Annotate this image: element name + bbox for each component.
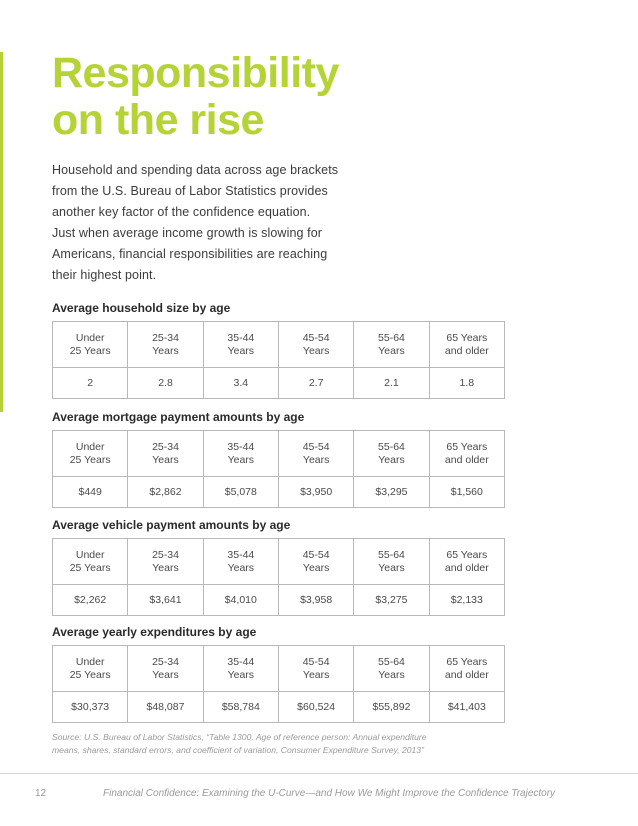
header-cell: 35-44 Years [203,646,278,692]
header-cell: 65 Years and older [429,646,504,692]
vehicle-payment-section [52,518,505,616]
header-cell: 25-34 Years [128,539,203,585]
value-cell: $2,133 [429,585,504,616]
header-cell: 65 Years and older [429,539,504,585]
header-row [53,539,505,585]
header-cell: 25-34 Years [128,431,203,477]
value-cell: $3,641 [128,585,203,616]
header-cell: 65 Years and older [429,431,504,477]
value-cell: $2,262 [53,585,128,616]
header-cell: 25-34 Years [128,322,203,368]
header-cell: 35-44 Years [203,539,278,585]
value-row [53,368,505,399]
header-cell: 45-54 Years [278,431,353,477]
vehicle-payment-table [52,538,505,616]
header-cell: 55-64 Years [354,322,429,368]
value-cell: $3,950 [278,477,353,508]
value-cell: $55,892 [354,692,429,723]
section-title: Average vehicle payment amounts by age [52,518,291,532]
value-cell: $449 [53,477,128,508]
section-title: Average household size by age [52,301,231,315]
value-cell: $41,403 [429,692,504,723]
footer-divider [0,773,638,774]
household-size-section [52,301,505,399]
header-cell: 55-64 Years [354,539,429,585]
value-row [53,477,505,508]
page-title-line-2: on the rise [52,96,264,144]
value-cell: $3,958 [278,585,353,616]
value-cell: 2 [53,368,128,399]
value-cell: 2.8 [128,368,203,399]
value-cell: 3.4 [203,368,278,399]
mortgage-payment-section [52,410,505,508]
intro-line: from the U.S. Bureau of Labor Statistics provides [52,184,328,198]
header-cell: 45-54 Years [278,646,353,692]
header-row [53,431,505,477]
value-cell: $5,078 [203,477,278,508]
footer-title: Financial Confidence: Examining the U-Curve—and How We Might Improve the Confidence Trajectory [103,788,556,799]
value-row [53,692,505,723]
header-cell: 25-34 Years [128,646,203,692]
yearly-expenditures-section [52,625,505,723]
household-size-table [52,321,505,399]
mortgage-payment-table [52,430,505,508]
intro-line: their highest point. [52,268,157,282]
header-cell: 35-44 Years [203,322,278,368]
header-cell: 45-54 Years [278,322,353,368]
page-title-line-1: Responsibility [52,49,339,97]
value-row [53,585,505,616]
section-title: Average mortgage payment amounts by age [52,410,305,424]
header-cell: Under 25 Years [53,539,128,585]
intro-paragraph [52,160,372,286]
value-cell: $58,784 [203,692,278,723]
header-row [53,322,505,368]
value-cell: 1.8 [429,368,504,399]
source-line: means, shares, standard errors, and coefficient of variation, Consumer Expenditure Survey, 2013” [52,745,424,755]
intro-line: Americans, financial responsibilities are reaching [52,247,328,261]
source-line: Source: U.S. Bureau of Labor Statistics, “Table 1300. Age of reference person: Annual expenditure [52,732,427,742]
value-cell: $3,275 [354,585,429,616]
page-title [52,50,339,144]
header-row [53,646,505,692]
value-cell: 2.1 [354,368,429,399]
section-title: Average yearly expenditures by age [52,625,257,639]
value-cell: $30,373 [53,692,128,723]
header-cell: 65 Years and older [429,322,504,368]
intro-line: Household and spending data across age brackets [52,163,339,177]
intro-line: Just when average income growth is slowing for [52,226,323,240]
value-cell: $48,087 [128,692,203,723]
value-cell: $3,295 [354,477,429,508]
intro-line: another key factor of the confidence equation. [52,205,311,219]
header-cell: 55-64 Years [354,431,429,477]
yearly-expenditures-table [52,645,505,723]
page-number: 12 [35,788,47,799]
header-cell: 55-64 Years [354,646,429,692]
header-cell: Under 25 Years [53,322,128,368]
header-cell: 35-44 Years [203,431,278,477]
source-note [52,731,472,757]
header-cell: Under 25 Years [53,431,128,477]
header-cell: Under 25 Years [53,646,128,692]
value-cell: 2.7 [278,368,353,399]
header-cell: 45-54 Years [278,539,353,585]
accent-bar [0,52,3,412]
value-cell: $2,862 [128,477,203,508]
value-cell: $60,524 [278,692,353,723]
value-cell: $1,560 [429,477,504,508]
value-cell: $4,010 [203,585,278,616]
